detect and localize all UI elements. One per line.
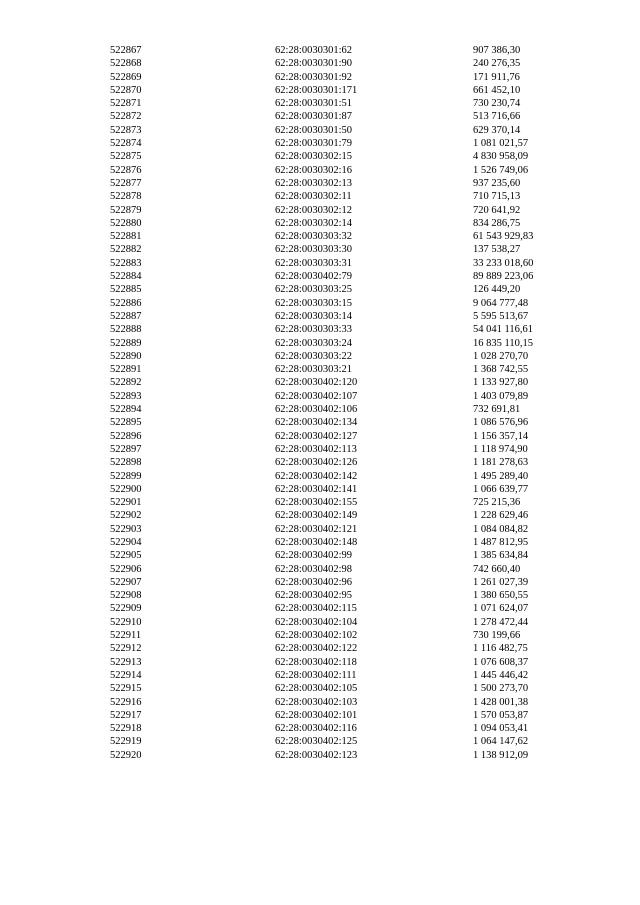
value-cell: 1 380 650,55: [473, 590, 529, 602]
data-table: [110, 44, 590, 762]
value-cell: 1 076 608,37: [473, 656, 529, 668]
record-number-cell: 522870: [110, 84, 142, 96]
value-cell: 907 386,30: [473, 45, 521, 56]
value-cell: 1 445 446,42: [473, 669, 529, 681]
cadastral-number-cell: 62:28:0030303:31: [275, 257, 353, 269]
cadastral-number-cell: 62:28:0030402:122: [275, 643, 358, 655]
cadastral-number-cell: 62:28:0030402:149: [275, 510, 358, 522]
record-number-cell: 522920: [110, 749, 142, 761]
record-number-cell: 522884: [110, 271, 142, 283]
record-number-cell: 522887: [110, 310, 142, 322]
record-number-cell: 522903: [110, 523, 142, 535]
cadastral-number-cell: 62:28:0030402:113: [275, 443, 357, 455]
table-row: [110, 71, 590, 84]
cadastral-number-cell: 62:28:0030302:11: [275, 191, 352, 203]
value-cell: 730 230,74: [473, 98, 521, 110]
cadastral-number-cell: 62:28:0030402:155: [275, 497, 358, 509]
value-cell: 513 716,66: [473, 111, 521, 123]
table-row: [110, 602, 590, 615]
table-row: [110, 709, 590, 722]
record-number-cell: 522893: [110, 390, 142, 402]
record-number-cell: 522885: [110, 284, 142, 296]
cadastral-number-cell: 62:28:0030402:111: [275, 669, 357, 681]
value-cell: 720 641,92: [473, 204, 521, 216]
value-cell: 1 071 624,07: [473, 603, 529, 615]
record-number-cell: 522891: [110, 364, 142, 376]
value-cell: 1 028 270,70: [473, 350, 529, 362]
cadastral-number-cell: 62:28:0030301:171: [275, 84, 358, 96]
record-number-cell: 522876: [110, 164, 142, 176]
value-cell: 1 133 927,80: [473, 377, 529, 389]
value-cell: 1 487 812,95: [473, 536, 529, 548]
value-cell: 5 595 513,67: [473, 310, 529, 322]
table-row: [110, 350, 590, 363]
table-row: [110, 456, 590, 469]
table-row: [110, 682, 590, 695]
table-row: [110, 297, 590, 310]
value-cell: 240 276,35: [473, 58, 521, 70]
value-cell: 1 500 273,70: [473, 683, 529, 695]
cadastral-number-cell: 62:28:0030402:79: [275, 271, 353, 283]
value-cell: 1 428 001,38: [473, 696, 529, 708]
table-row: [110, 124, 590, 137]
table-row: [110, 470, 590, 483]
table-row: [110, 669, 590, 682]
cadastral-number-cell: 62:28:0030402:120: [275, 377, 358, 389]
record-number-cell: 522910: [110, 616, 142, 628]
value-cell: 1 570 053,87: [473, 709, 529, 721]
value-cell: 1 403 079,89: [473, 390, 529, 402]
record-number-cell: 522871: [110, 98, 142, 110]
record-number-cell: 522911: [110, 630, 142, 642]
cadastral-number-cell: 62:28:0030402:141: [275, 483, 358, 495]
record-number-cell: 522909: [110, 603, 142, 615]
table-row: [110, 563, 590, 576]
record-number-cell: 522882: [110, 244, 142, 256]
value-cell: 1 495 289,40: [473, 470, 529, 482]
table-row: [110, 549, 590, 562]
value-cell: 1 066 639,77: [473, 483, 529, 495]
cadastral-number-cell: 62:28:0030402:116: [275, 723, 357, 735]
cadastral-number-cell: 62:28:0030303:22: [275, 350, 353, 362]
record-number-cell: 522907: [110, 576, 142, 588]
value-cell: 1 261 027,39: [473, 576, 529, 588]
record-number-cell: 522919: [110, 736, 142, 748]
table-row: [110, 642, 590, 655]
record-number-cell: 522899: [110, 470, 142, 482]
cadastral-number-cell: 62:28:0030402:99: [275, 550, 353, 562]
record-number-cell: 522888: [110, 324, 142, 336]
record-number-cell: 522869: [110, 71, 142, 83]
value-cell: 1 081 021,57: [473, 138, 529, 150]
cadastral-number-cell: 62:28:0030303:32: [275, 231, 353, 243]
record-number-cell: 522917: [110, 709, 142, 721]
cadastral-number-cell: 62:28:0030303:15: [275, 297, 353, 309]
value-cell: 1 368 742,55: [473, 364, 529, 376]
table-row: [110, 230, 590, 243]
record-number-cell: 522900: [110, 483, 142, 495]
record-number-cell: 522878: [110, 191, 142, 203]
cadastral-number-cell: 62:28:0030303:24: [275, 337, 353, 349]
table-row: [110, 403, 590, 416]
value-cell: 1 156 357,14: [473, 430, 529, 442]
cadastral-number-cell: 62:28:0030303:25: [275, 284, 353, 296]
value-cell: 171 911,76: [473, 71, 520, 83]
value-cell: 61 543 929,83: [473, 231, 534, 243]
table-row: [110, 523, 590, 536]
table-row: [110, 616, 590, 629]
value-cell: 1 228 629,46: [473, 510, 529, 522]
table-row: [110, 190, 590, 203]
cadastral-number-cell: 62:28:0030302:13: [275, 177, 353, 189]
record-number-cell: 522897: [110, 443, 142, 455]
value-cell: 4 830 958,09: [473, 151, 529, 163]
cadastral-number-cell: 62:28:0030402:106: [275, 404, 358, 416]
record-number-cell: 522881: [110, 231, 142, 243]
value-cell: 16 835 110,15: [473, 337, 533, 349]
table-row: [110, 536, 590, 549]
table-row: [110, 44, 590, 57]
cadastral-number-cell: 62:28:0030402:127: [275, 430, 358, 442]
record-number-cell: 522867: [110, 45, 142, 56]
value-cell: 629 370,14: [473, 124, 521, 136]
cadastral-number-cell: 62:28:0030301:90: [275, 58, 353, 70]
value-cell: 742 660,40: [473, 563, 521, 575]
value-cell: 126 449,20: [473, 284, 521, 296]
cadastral-number-cell: 62:28:0030303:30: [275, 244, 353, 256]
record-number-cell: 522894: [110, 404, 142, 416]
table-row: [110, 217, 590, 230]
cadastral-number-cell: 62:28:0030402:142: [275, 470, 358, 482]
record-number-cell: 522875: [110, 151, 142, 163]
table-row: [110, 337, 590, 350]
cadastral-number-cell: 62:28:0030402:104: [275, 616, 358, 628]
table-row: [110, 270, 590, 283]
table-row: [110, 749, 590, 762]
cadastral-number-cell: 62:28:0030402:148: [275, 536, 358, 548]
table-row: [110, 57, 590, 70]
cadastral-number-cell: 62:28:0030402:126: [275, 457, 358, 469]
table-row: [110, 150, 590, 163]
record-number-cell: 522892: [110, 377, 142, 389]
table-row: [110, 257, 590, 270]
table-row: [110, 390, 590, 403]
table-row: [110, 310, 590, 323]
record-number-cell: 522913: [110, 656, 142, 668]
record-number-cell: 522868: [110, 58, 142, 70]
value-cell: 33 233 018,60: [473, 257, 534, 269]
table-row: [110, 204, 590, 217]
value-cell: 937 235,60: [473, 177, 521, 189]
value-cell: 1 181 278,63: [473, 457, 529, 469]
table-row: [110, 430, 590, 443]
cadastral-number-cell: 62:28:0030302:16: [275, 164, 353, 176]
table-row: [110, 164, 590, 177]
record-number-cell: 522890: [110, 350, 142, 362]
cadastral-number-cell: 62:28:0030302:14: [275, 217, 353, 229]
record-number-cell: 522916: [110, 696, 142, 708]
cadastral-number-cell: 62:28:0030301:92: [275, 71, 353, 83]
record-number-cell: 522915: [110, 683, 142, 695]
cadastral-number-cell: 62:28:0030402:118: [275, 656, 357, 668]
value-cell: 725 215,36: [473, 497, 521, 509]
cadastral-number-cell: 62:28:0030303:33: [275, 324, 353, 336]
table-row: [110, 629, 590, 642]
value-cell: 1 116 482,75: [473, 643, 528, 655]
table-row: [110, 84, 590, 97]
cadastral-number-cell: 62:28:0030301:51: [275, 98, 353, 110]
table-row: [110, 483, 590, 496]
cadastral-number-cell: 62:28:0030402:123: [275, 749, 358, 761]
cadastral-number-cell: 62:28:0030402:121: [275, 523, 358, 535]
cadastral-number-cell: 62:28:0030402:115: [275, 603, 357, 615]
cadastral-number-cell: 62:28:0030301:62: [275, 45, 353, 56]
cadastral-number-cell: 62:28:0030301:87: [275, 111, 353, 123]
value-cell: 834 286,75: [473, 217, 521, 229]
record-number-cell: 522889: [110, 337, 142, 349]
record-number-cell: 522880: [110, 217, 142, 229]
cadastral-number-cell: 62:28:0030402:96: [275, 576, 353, 588]
table-row: [110, 656, 590, 669]
cadastral-number-cell: 62:28:0030301:50: [275, 124, 353, 136]
value-cell: 1 094 053,41: [473, 723, 529, 735]
table-row: [110, 283, 590, 296]
table-row: [110, 177, 590, 190]
record-number-cell: 522912: [110, 643, 142, 655]
table-row: [110, 735, 590, 748]
cadastral-number-cell: 62:28:0030302:15: [275, 151, 353, 163]
cadastral-number-cell: 62:28:0030302:12: [275, 204, 353, 216]
record-number-cell: 522904: [110, 536, 142, 548]
value-cell: 137 538,27: [473, 244, 521, 256]
table-row: [110, 110, 590, 123]
value-cell: 1 064 147,62: [473, 736, 529, 748]
cadastral-number-cell: 62:28:0030402:134: [275, 417, 358, 429]
value-cell: 1 138 912,09: [473, 749, 529, 761]
record-number-cell: 522908: [110, 590, 142, 602]
record-number-cell: 522886: [110, 297, 142, 309]
record-number-cell: 522879: [110, 204, 142, 216]
table-row: [110, 376, 590, 389]
cadastral-number-cell: 62:28:0030402:102: [275, 630, 358, 642]
table-row: [110, 243, 590, 256]
record-number-cell: 522898: [110, 457, 142, 469]
table-row: [110, 323, 590, 336]
cadastral-number-cell: 62:28:0030301:79: [275, 138, 353, 150]
table-row: [110, 137, 590, 150]
record-number-cell: 522874: [110, 138, 142, 150]
value-cell: 89 889 223,06: [473, 271, 534, 283]
value-cell: 1 086 576,96: [473, 417, 529, 429]
record-number-cell: 522873: [110, 124, 142, 136]
cadastral-number-cell: 62:28:0030402:98: [275, 563, 353, 575]
table-row: [110, 97, 590, 110]
record-number-cell: 522905: [110, 550, 142, 562]
value-cell: 730 199,66: [473, 630, 521, 642]
cadastral-number-cell: 62:28:0030402:101: [275, 709, 358, 721]
table-row: [110, 416, 590, 429]
table-row: [110, 696, 590, 709]
cadastral-number-cell: 62:28:0030402:95: [275, 590, 353, 602]
value-cell: 1 084 084,82: [473, 523, 529, 535]
table-row: [110, 509, 590, 522]
record-number-cell: 522896: [110, 430, 142, 442]
record-number-cell: 522914: [110, 669, 142, 681]
cadastral-number-cell: 62:28:0030402:107: [275, 390, 358, 402]
value-cell: 54 041 116,61: [473, 324, 533, 336]
value-cell: 661 452,10: [473, 84, 521, 96]
table-row: [110, 496, 590, 509]
cadastral-number-cell: 62:28:0030303:21: [275, 364, 353, 376]
record-number-cell: 522883: [110, 257, 142, 269]
value-cell: 9 064 777,48: [473, 297, 529, 309]
table-row: [110, 576, 590, 589]
record-number-cell: 522895: [110, 417, 142, 429]
record-number-cell: 522872: [110, 111, 142, 123]
record-number-cell: 522906: [110, 563, 142, 575]
value-cell: 1 526 749,06: [473, 164, 529, 176]
record-number-cell: 522902: [110, 510, 142, 522]
record-number-cell: 522918: [110, 723, 142, 735]
table-row: [110, 363, 590, 376]
value-cell: 1 385 634,84: [473, 550, 529, 562]
cadastral-number-cell: 62:28:0030303:14: [275, 310, 353, 322]
value-cell: 732 691,81: [473, 404, 521, 416]
value-cell: 1 278 472,44: [473, 616, 529, 628]
value-cell: 710 715,13: [473, 191, 521, 203]
cadastral-number-cell: 62:28:0030402:105: [275, 683, 358, 695]
cadastral-number-cell: 62:28:0030402:125: [275, 736, 358, 748]
table-row: [110, 589, 590, 602]
record-number-cell: 522901: [110, 497, 142, 509]
table-row: [110, 443, 590, 456]
table-row: [110, 722, 590, 735]
cadastral-number-cell: 62:28:0030402:103: [275, 696, 358, 708]
record-number-cell: 522877: [110, 177, 142, 189]
value-cell: 1 118 974,90: [473, 443, 528, 455]
